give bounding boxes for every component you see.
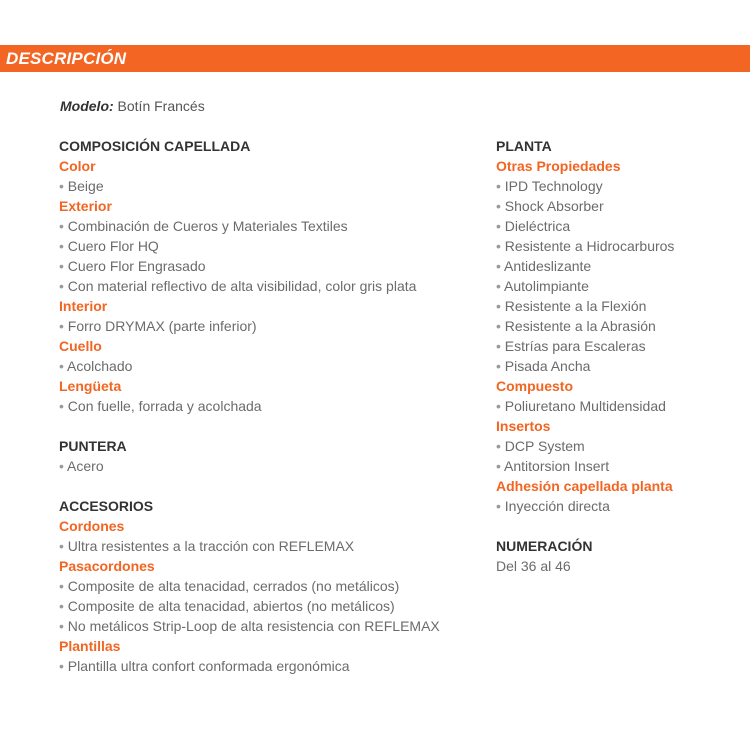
list-item [496, 356, 736, 376]
list-item [496, 216, 736, 236]
list-item [496, 316, 736, 336]
bullet-icon: • [59, 178, 68, 194]
bullet-icon: • [496, 438, 505, 454]
list-item [59, 396, 479, 416]
bullet-icon: • [496, 358, 505, 374]
list-item [59, 456, 479, 476]
list-item [59, 216, 479, 236]
section-planta [496, 136, 736, 516]
list-item-text: Resistente a la Flexión [504, 298, 647, 314]
list-item [59, 576, 479, 596]
subsection-title: Adhesión capellada planta [496, 478, 673, 494]
bullet-icon: • [496, 318, 505, 334]
subsection-title: Interior [59, 298, 108, 314]
list-item [496, 396, 736, 416]
list-item-text: Antideslizante [504, 258, 592, 274]
list-item [59, 276, 479, 296]
subsection-title: Otras Propiedades [496, 158, 621, 174]
bullet-icon: • [496, 458, 505, 474]
section-composicion-capellada [59, 136, 479, 416]
list-item-text: Inyección directa [504, 498, 610, 514]
section-title: PUNTERA [59, 438, 127, 454]
subsection-title: Exterior [59, 198, 112, 214]
list-item-text: Shock Absorber [504, 198, 604, 214]
section-numeracion [496, 536, 736, 576]
list-item-text: Composite de alta tenacidad, abiertos (no metálicos) [67, 598, 395, 614]
bullet-icon: • [496, 398, 505, 414]
bullet-icon: • [59, 658, 68, 674]
planta-groups [496, 156, 736, 516]
list-item [496, 176, 736, 196]
list-item [59, 616, 479, 636]
bullet-icon: • [59, 238, 68, 254]
list-item [59, 656, 479, 676]
list-item [496, 276, 736, 296]
subsection-title: Lengüeta [59, 378, 122, 394]
right-column [496, 136, 736, 576]
numeracion-value: Del 36 al 46 [496, 558, 571, 574]
subsection-title: Color [59, 158, 96, 174]
list-item-text: Cuero Flor Engrasado [67, 258, 206, 274]
bullet-icon: • [496, 338, 505, 354]
list-item-text: Resistente a la Abrasión [504, 318, 656, 334]
bullet-icon: • [59, 398, 68, 414]
list-item-text: Poliuretano Multidensidad [504, 398, 666, 414]
bullet-icon: • [59, 598, 68, 614]
list-item-text: Forro DRYMAX (parte inferior) [67, 318, 257, 334]
section-accesorios [59, 496, 479, 676]
list-item-text: Acero [67, 458, 104, 474]
list-item-text: Plantilla ultra confort conformada ergonómica [67, 658, 350, 674]
bullet-icon: • [496, 178, 505, 194]
list-item [59, 176, 479, 196]
puntera-items [59, 456, 479, 476]
list-item [59, 316, 479, 336]
list-item [496, 456, 736, 476]
accesorios-groups [59, 516, 479, 676]
list-item [59, 356, 479, 376]
list-item-text: Ultra resistentes a la tracción con REFLEMAX [67, 538, 355, 554]
list-item [59, 536, 479, 556]
section-title: COMPOSICIÓN CAPELLADA [59, 138, 251, 154]
bullet-icon: • [496, 498, 505, 514]
list-item-text: Combinación de Cueros y Materiales Textiles [67, 218, 348, 234]
list-item-text: DCP System [504, 438, 585, 454]
list-item [496, 196, 736, 216]
bullet-icon: • [496, 238, 505, 254]
model-label: Modelo: [60, 98, 114, 114]
bullet-icon: • [59, 458, 68, 474]
model-value: Botín Francés [117, 98, 205, 114]
list-item [59, 236, 479, 256]
list-item-text: Dieléctrica [504, 218, 571, 234]
bullet-icon: • [496, 278, 505, 294]
list-item-text: Autolimpiante [504, 278, 589, 294]
bullet-icon: • [496, 198, 505, 214]
section-title: PLANTA [496, 138, 552, 154]
list-item [59, 596, 479, 616]
bullet-icon: • [59, 218, 68, 234]
bullet-icon: • [59, 538, 68, 554]
list-item-text: Pisada Ancha [504, 358, 591, 374]
subsection-title: Compuesto [496, 378, 573, 394]
section-puntera [59, 436, 479, 476]
list-item-text: No metálicos Strip-Loop de alta resistencia con REFLEMAX [67, 618, 440, 634]
section-title: ACCESORIOS [59, 498, 154, 514]
bullet-icon: • [59, 578, 68, 594]
list-item [59, 256, 479, 276]
subsection-title: Plantillas [59, 638, 121, 654]
list-item-text: Beige [67, 178, 104, 194]
list-item-text: IPD Technology [504, 178, 603, 194]
left-column [59, 136, 479, 676]
bullet-icon: • [59, 358, 68, 374]
list-item [496, 236, 736, 256]
list-item-text: Cuero Flor HQ [67, 238, 159, 254]
list-item [496, 496, 736, 516]
subsection-title: Cordones [59, 518, 125, 534]
model-line [60, 97, 205, 115]
list-item-text: Resistente a Hidrocarburos [504, 238, 675, 254]
bullet-icon: • [59, 258, 68, 274]
subsection-title: Cuello [59, 338, 102, 354]
bullet-icon: • [59, 278, 68, 294]
list-item [496, 256, 736, 276]
bullet-icon: • [496, 298, 505, 314]
section-title: NUMERACIÓN [496, 538, 593, 554]
list-item [496, 436, 736, 456]
subsection-title: Pasacordones [59, 558, 155, 574]
composicion-groups [59, 156, 479, 416]
list-item [496, 336, 736, 356]
list-item [496, 296, 736, 316]
list-item-text: Estrías para Escaleras [504, 338, 646, 354]
bullet-icon: • [496, 258, 505, 274]
description-title: DESCRIPCIÓN [6, 49, 127, 68]
bullet-icon: • [496, 218, 505, 234]
subsection-title: Insertos [496, 418, 551, 434]
list-item-text: Con fuelle, forrada y acolchada [67, 398, 262, 414]
list-item-text: Acolchado [67, 358, 133, 374]
bullet-icon: • [59, 318, 68, 334]
description-banner [0, 45, 750, 72]
list-item-text: Con material reflectivo de alta visibilidad, color gris plata [67, 278, 417, 294]
bullet-icon: • [59, 618, 68, 634]
list-item-text: Composite de alta tenacidad, cerrados (no metálicos) [67, 578, 400, 594]
list-item-text: Antitorsion Insert [504, 458, 610, 474]
